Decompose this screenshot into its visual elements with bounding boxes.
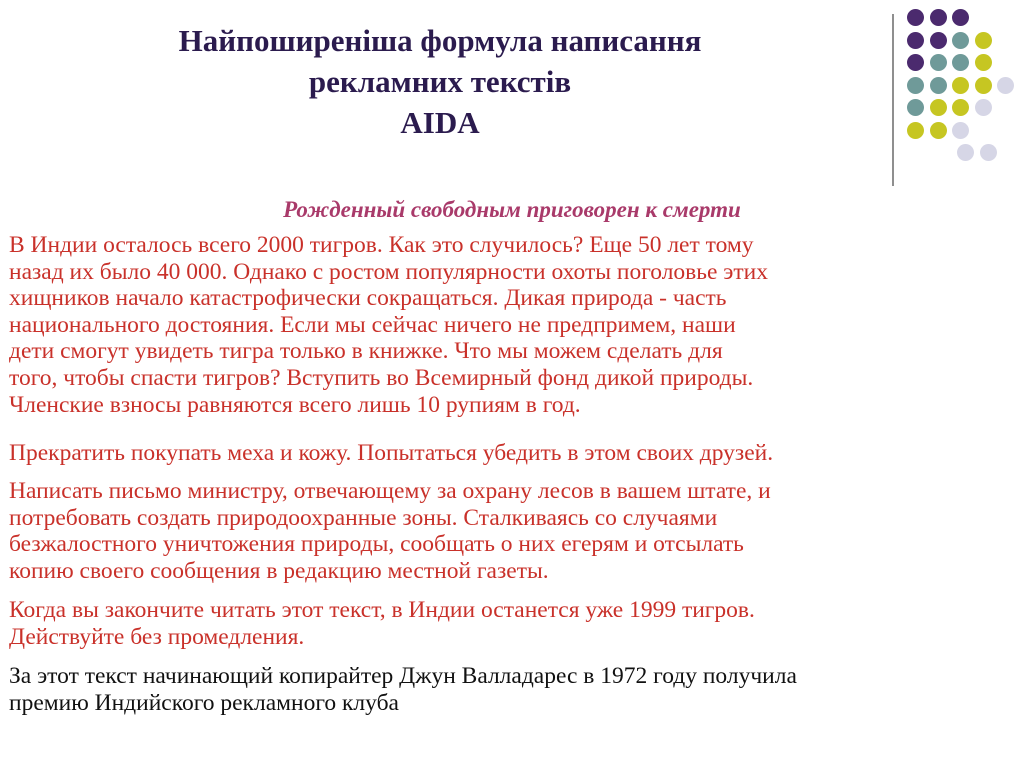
title-line-1: Найпоширеніша формула написання xyxy=(178,23,702,58)
decorative-dot xyxy=(952,9,969,26)
paragraph-5-line-1: За этот текст начинающий копирайтер Джун Валладарес в 1972 году получила xyxy=(9,663,797,689)
title-line-3: AIDA xyxy=(400,105,480,140)
paragraph-3-line-4: копию своего сообщения в редакцию местной газеты. xyxy=(9,557,549,584)
decorative-dot xyxy=(907,9,924,26)
title-line-2: рекламних текстів xyxy=(308,64,572,99)
decorative-dot xyxy=(975,32,992,49)
paragraph-1-line-6: того, чтобы спасти тигров? Вступить во Всемирный фонд дикой природы. xyxy=(9,364,754,391)
paragraph-1-line-4: национального достояния. Если мы сейчас ничего не предпримем, наши xyxy=(9,311,736,338)
paragraph-1-line-1: В Индии осталось всего 2000 тигров. Как это случилось? Еще 50 лет тому xyxy=(9,232,754,258)
decorative-dot xyxy=(930,9,947,26)
decorative-dot xyxy=(952,54,969,71)
decorative-dot xyxy=(957,144,974,161)
slide-subtitle: Рожденный свободным приговорен к смерти xyxy=(283,197,741,222)
decorative-dot xyxy=(952,122,969,139)
decorative-dot xyxy=(975,77,992,94)
decorative-dot xyxy=(907,122,924,139)
decorative-dot xyxy=(907,32,924,49)
slide-title xyxy=(60,20,820,143)
decorative-dot xyxy=(952,99,969,116)
decorative-dot xyxy=(930,54,947,71)
paragraph-1-line-3: хищников начало катастрофически сокращаться. Дикая природа - часть xyxy=(9,285,727,312)
decorative-dot xyxy=(980,144,997,161)
decorative-dot xyxy=(975,99,992,116)
paragraph-3-line-2: потребовать создать природоохранные зоны. Сталкиваясь со случаями xyxy=(9,504,718,531)
decorative-dot xyxy=(930,99,947,116)
paragraph-1-line-5: дети смогут увидеть тигра только в книжке. Что мы можем сделать для xyxy=(9,338,723,365)
paragraph-2 xyxy=(9,440,1024,467)
paragraph-4 xyxy=(9,597,1024,650)
decorative-dot xyxy=(930,122,947,139)
paragraph-4-line-1: Когда вы закончите читать этот текст, в Индии останется уже 1999 тигров. xyxy=(9,597,755,623)
paragraph-1-line-7: Членские взносы равняются всего лишь 10 рупиям в год. xyxy=(9,391,581,418)
decorative-dot xyxy=(930,77,947,94)
decorative-dot xyxy=(907,54,924,71)
decorative-dot xyxy=(952,77,969,94)
decorative-dot xyxy=(930,32,947,49)
decorative-divider-line xyxy=(892,14,894,186)
paragraph-3 xyxy=(9,478,1024,584)
paragraph-1 xyxy=(9,232,1024,418)
decorative-dot xyxy=(997,77,1014,94)
paragraph-5 xyxy=(9,663,1024,716)
paragraph-3-line-1: Написать письмо министру, отвечающему за охрану лесов в вашем штате, и xyxy=(9,478,771,504)
paragraph-3-line-3: безжалостного уничтожения природы, сообщать о них егерям и отсылать xyxy=(9,531,744,558)
decorative-dot xyxy=(907,77,924,94)
decorative-dot xyxy=(907,99,924,116)
paragraph-5-line-2: премию Индийского рекламного клуба xyxy=(9,689,399,716)
paragraph-4-line-2: Действуйте без промедления. xyxy=(9,623,305,650)
decorative-dot xyxy=(975,54,992,71)
paragraph-1-line-2: назад их было 40 000. Однако с ростом популярности охоты поголовье этих xyxy=(9,258,768,285)
paragraph-2-line-1: Прекратить покупать меха и кожу. Попытаться убедить в этом своих друзей. xyxy=(9,440,774,466)
decorative-dot xyxy=(952,32,969,49)
